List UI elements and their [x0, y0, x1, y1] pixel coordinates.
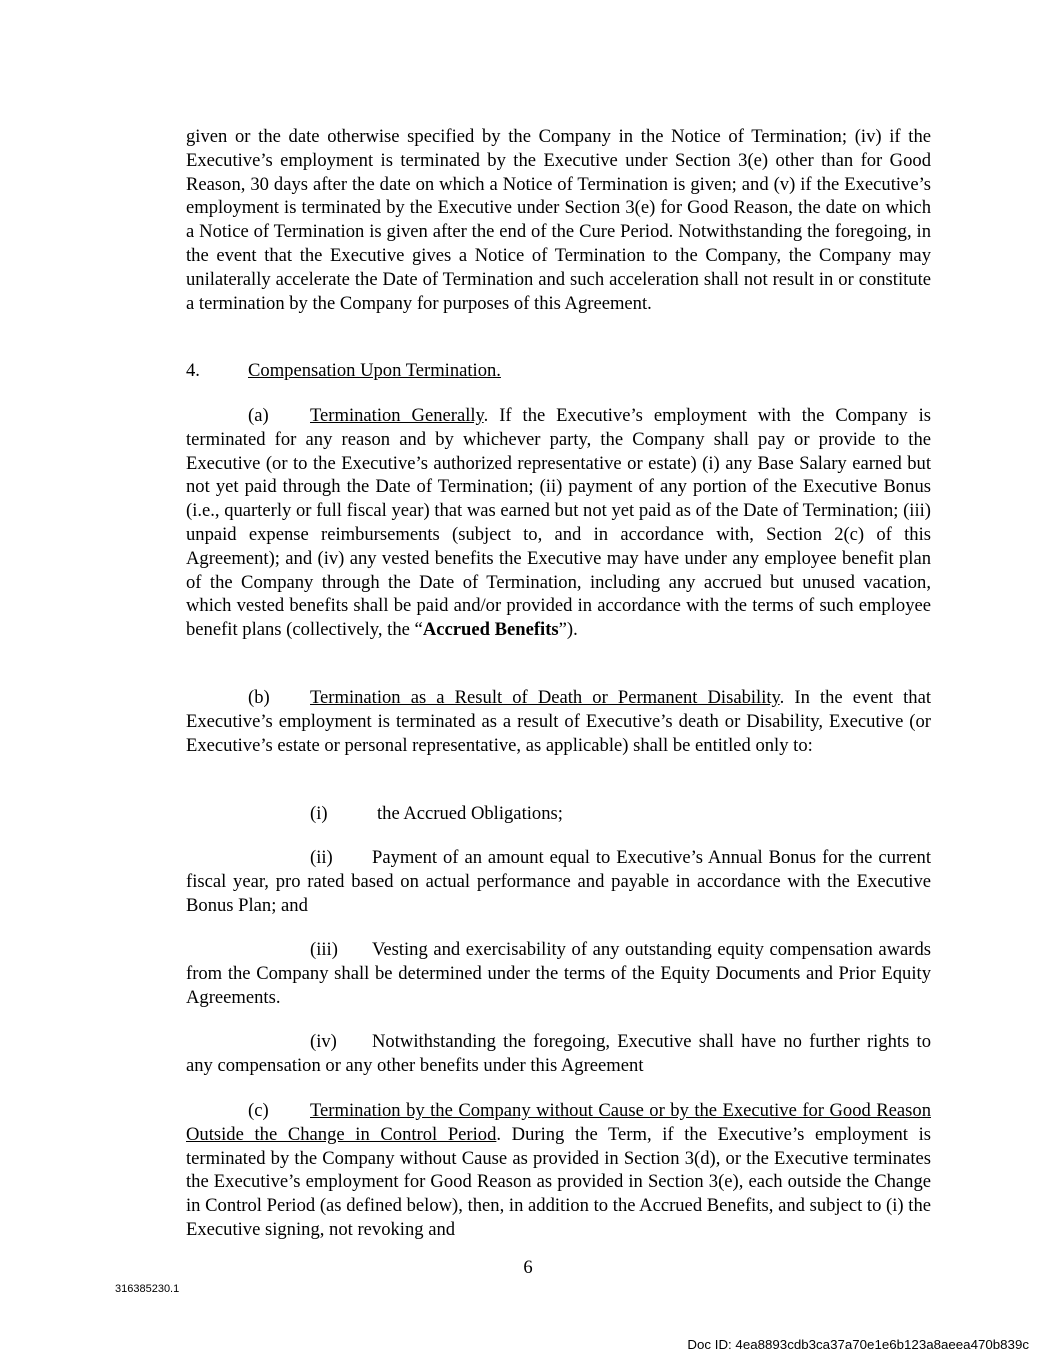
paragraph-b-body: . In the event that Executive’s employment is terminated as a result of Executive’s death or Disability, Executive (or Executive’s estate or personal representative, as applicable) shall be entitled only to:: [186, 687, 932, 756]
subparagraph-iii-text: Vesting and exercisability of any outstanding equity compensation awards from the Company shall be determined under the terms of the Equity Documents and Prior Equity Agreements.: [186, 939, 931, 1008]
document-number: 316385230.1: [115, 1283, 180, 1295]
paragraph-a-title: Termination Generally: [310, 405, 484, 426]
page-number: 6: [523, 1257, 533, 1278]
paragraph-b-label: (b): [248, 687, 270, 708]
paragraph-b-title: Termination as a Result of Death or Permanent Disability: [310, 687, 780, 708]
paragraph-b: [186, 686, 931, 757]
subparagraph-iv: [186, 1030, 931, 1078]
subparagraph-ii-label: (ii): [310, 847, 333, 868]
subparagraph-iv-text: Notwithstanding the foregoing, Executive shall have no further rights to any compensation or any other benefits under this Agreement: [186, 1031, 931, 1076]
subparagraph-iii: [186, 938, 931, 1009]
paragraph-a-end: ”).: [558, 619, 578, 641]
section-4-heading: [186, 359, 931, 383]
accrued-benefits-term: Accrued Benefits: [422, 619, 559, 641]
subparagraph-iv-label: (iv): [310, 1031, 337, 1052]
section-title: Compensation Upon Termination.: [248, 360, 501, 381]
paragraph-a-label: (a): [248, 405, 269, 426]
paragraph-c-label: (c): [248, 1100, 269, 1121]
subparagraph-ii-text: Payment of an amount equal to Executive’s Annual Bonus for the current fiscal year, pro rated based on actual performance and payable in accordance with the Executive Bonus Plan; and: [186, 847, 931, 916]
subparagraph-i-text: the Accrued Obligations;: [377, 803, 563, 824]
subparagraph-i: [186, 802, 931, 826]
paragraph-a-body: . If the Executive’s employment with the Company is terminated for any reason and by whichever party, the Company shall pay or provide to the Executive (or to the Executive’s authorized representative or estate) (i) any Base Salary earned but not yet paid through the Date of Termination; (ii) payment of any portion of the Executive Bonus (i.e., quarterly or full fiscal year) that was earned but not yet paid as of the Date of Termination; (iii) unpaid expense reimbursements (subject to, and in accordance with, Section 2(c) of this Agreement); and (iv) any vested benefits the Executive may have under any employee benefit plan of the Company through the Date of Termination, including any accrued but unused vacation, which vested benefits shall be paid and/or provided in accordance with the terms of such employee benefit plans (collectively, the “: [186, 405, 931, 641]
intro-paragraph: [186, 125, 931, 315]
intro-text: given or the date otherwise specified by the Company in the Notice of Termination; (iv) if the Executive’s employment is terminated by the Executive under Section 3(e) other than for Good Reason, 30 days after the date on which a Notice of Termination is given; and (v) if the Executive’s employment is terminated by the Executive under Section 3(e) for Good Reason, the date on which a Notice of Termination is given after the end of the Cure Period. Notwithstanding the foregoing, in the event that the Executive gives a Notice of Termination to the Company, the Company may unilaterally accelerate the Date of Termination and such acceleration shall not result in or constitute a termination by the Company for purposes of this Agreement.: [186, 126, 931, 314]
subparagraph-ii: [186, 846, 931, 917]
subparagraph-iii-label: (iii): [310, 939, 338, 960]
paragraph-a: [186, 404, 931, 642]
subparagraph-i-label: (i): [310, 803, 328, 824]
paragraph-c-title: Termination by the Company without Cause or by the Executive for Good Reason Outside the Change in Control Period: [186, 1100, 931, 1145]
paragraph-c: [186, 1099, 931, 1242]
paragraph-c-body: . During the Term, if the Executive’s employment is terminated by the Company without Cause as provided in Section 3(d), or the Executive terminates the Executive’s employment for Good Reason as provided in Section 3(e), each outside the Change in Control Period (as defined below), then, in addition to the Accrued Benefits, and subject to (i) the Executive signing, not revoking and: [186, 1123, 931, 1240]
section-number: 4.: [186, 360, 200, 381]
doc-id: Doc ID: 4ea8893cdb3ca37a70e1e6b123a8aeea470b839c: [687, 1337, 1029, 1352]
